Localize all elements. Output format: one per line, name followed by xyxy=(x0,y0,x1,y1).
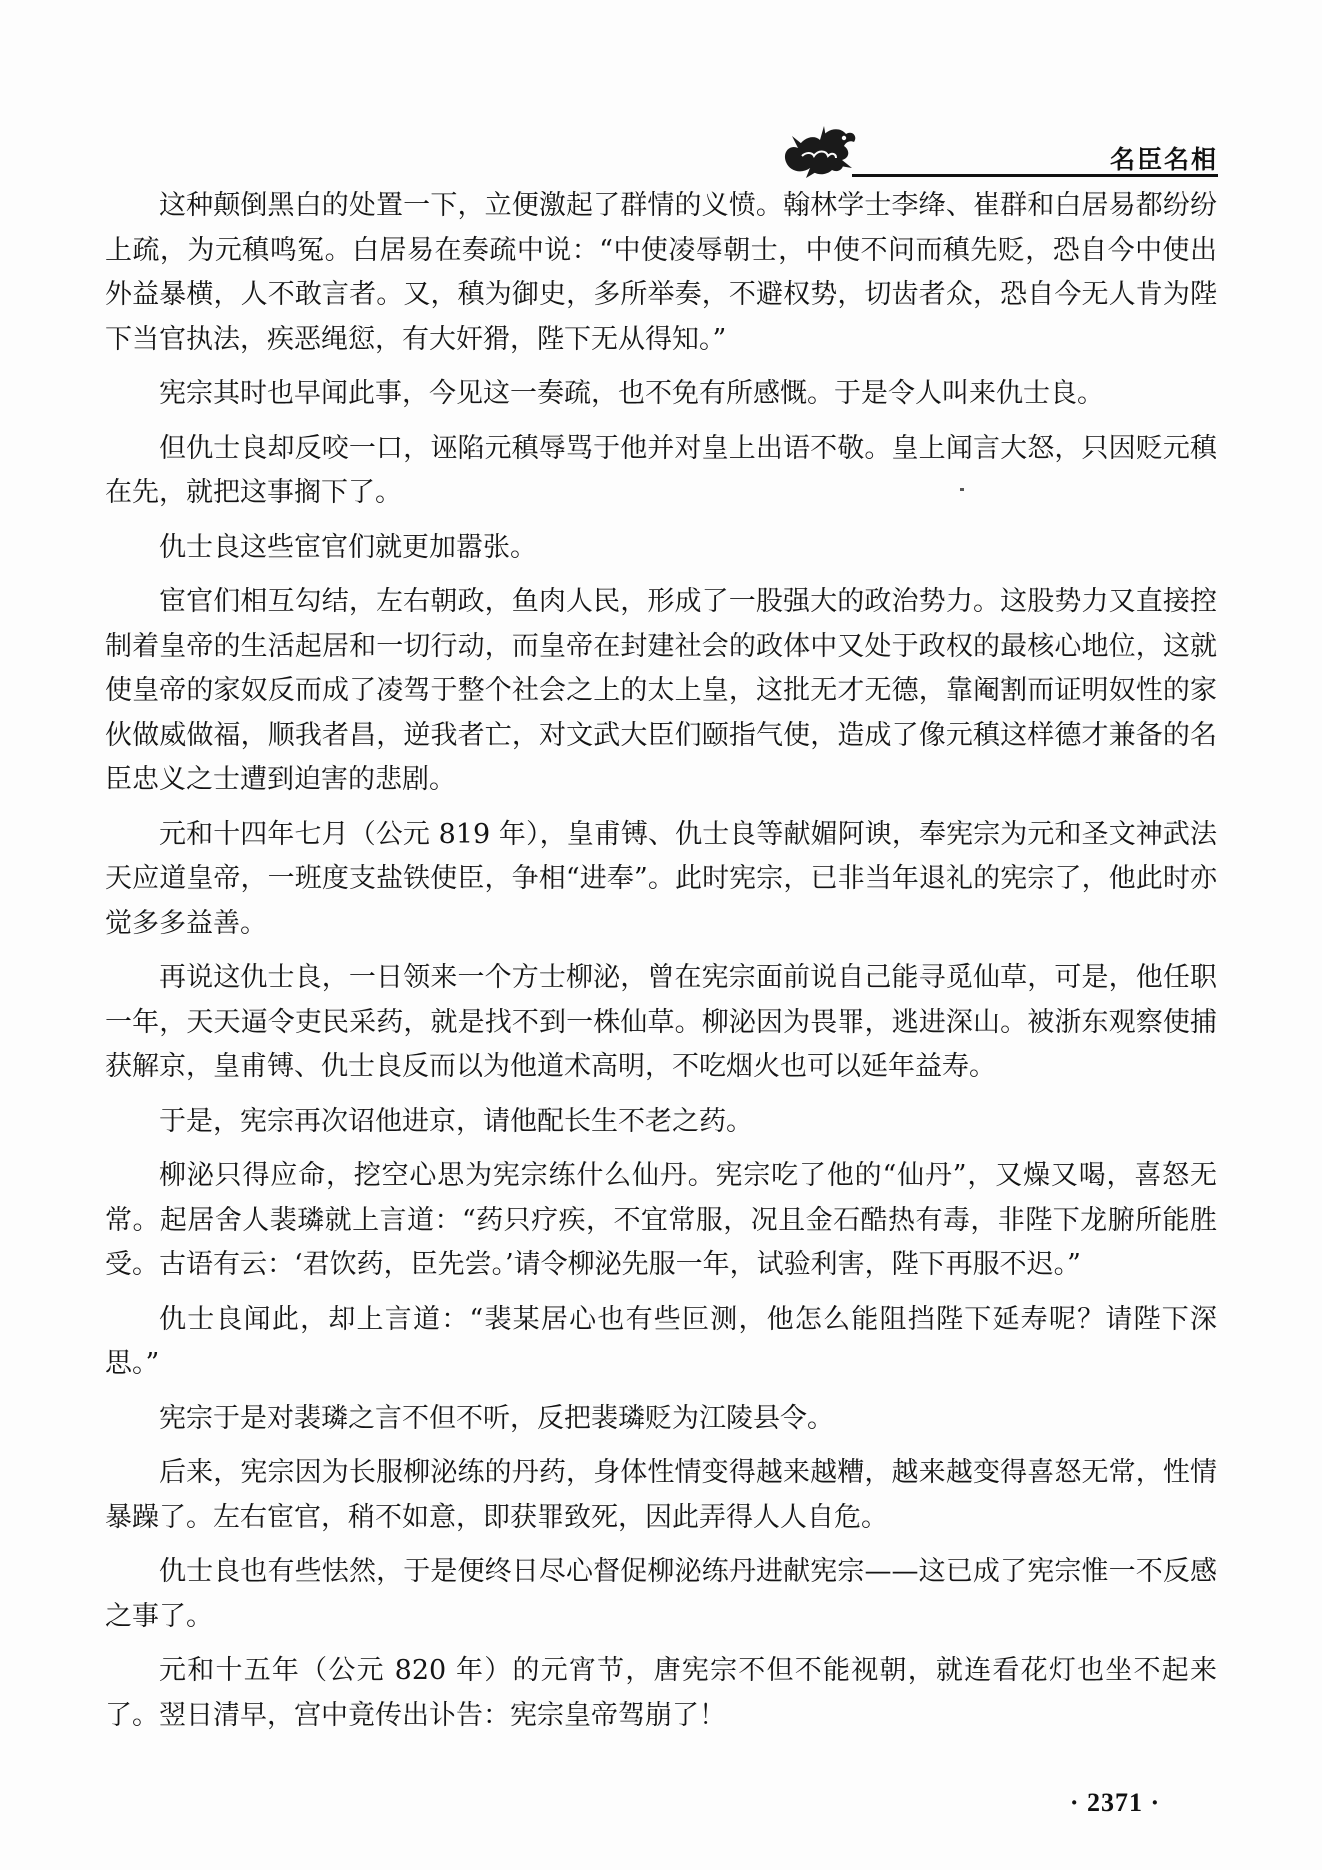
body-text xyxy=(105,184,1217,1748)
dragon-icon xyxy=(780,118,860,180)
paragraph: 仇士良闻此，却上言道：“裴某居心也有些叵测，他怎么能阻挡陛下延寿呢？请陛下深思。” xyxy=(105,1303,1217,1379)
paragraph: 宦官们相互勾结，左右朝政，鱼肉人民，形成了一股强大的政治势力。这股势力又直接控制着皇帝的生活起居和一切行动，而皇帝在封建社会的政体中又处于政权的最核心地位，这就使皇帝的家奴反而成了凌驾于整个社会之上的太上皇，这批无才无德，靠阉割而证明奴性的家伙做威做福，顺我者昌，逆我者亡，对文武大臣们颐指气使，造成了像元稹这样德才兼备的名臣忠义之士遭到迫害的悲剧。 xyxy=(105,586,1217,795)
section-title: 名臣名相 xyxy=(1109,145,1218,174)
paragraph: 但仇士良却反咬一口，诬陷元稹辱骂于他并对皇上出语不敬。皇上闻言大怒，只因贬元稹在先，就把这事搁下了。 xyxy=(105,432,1217,508)
paragraph: 后来，宪宗因为长服柳泌练的丹药，身体性情变得越来越糟，越来越变得喜怒无常，性情暴躁了。左右宦官，稍不如意，即获罪致死，因此弄得人人自危。 xyxy=(105,1457,1217,1533)
paragraph: 于是，宪宗再次诏他进京，请他配长生不老之药。 xyxy=(159,1105,753,1137)
paragraph: 仇士良也有些怯然，于是便终日尽心督促柳泌练丹进献宪宗——这已成了宪宗惟一不反感之事了。 xyxy=(105,1556,1217,1632)
header-rule xyxy=(852,174,1218,177)
paragraph: 宪宗其时也早闻此事，今见这一奏疏，也不免有所感慨。于是令人叫来仇士良。 xyxy=(159,378,1104,409)
paragraph: 元和十四年七月（公元 819 年），皇甫镈、仇士良等献媚阿谀，奉宪宗为元和圣文神武法天应道皇帝，一班度支盐铁使臣，争相“进奉”。此时宪宗，已非当年退礼的宪宗了，他此时亦觉多多益善。 xyxy=(105,818,1217,939)
page-number: · 2371 · xyxy=(1069,1788,1161,1817)
paragraph: 宪宗于是对裴璘之言不但不听，反把裴璘贬为江陵县令。 xyxy=(159,1402,834,1434)
running-head xyxy=(780,118,1218,180)
paragraph: 再说这仇士良，一日领来一个方士柳泌，曾在宪宗面前说自己能寻觅仙草，可是，他任职一年，天天逼令吏民采药，就是找不到一株仙草。柳泌因为畏罪，逃进深山。被浙东观察使捕获解京，皇甫镈、仇士良反而以为他道术高明，不吃烟火也可以延年益寿。 xyxy=(105,962,1217,1082)
paragraph: 这种颠倒黑白的处置一下，立便激起了群情的义愤。翰林学士李绛、崔群和白居易都纷纷上疏，为元稹鸣冤。白居易在奏疏中说：“中使凌辱朝士，中使不问而稹先贬，恐自今中使出外益暴横，人不敢言者。又，稹为御史，多所举奏，不避权势，切齿者众，恐自今无人肯为陛下当官执法，疾恶绳愆，有大奸猾，陛下无从得知。” xyxy=(105,190,1217,355)
paragraph: 柳泌只得应命，挖空心思为宪宗练什么仙丹。宪宗吃了他的“仙丹”，又燥又喝，喜怒无常。起居舍人裴璘就上言道：“药只疗疾，不宜常服，况且金石酷热有毒，非陛下龙腑所能胜受。古语有云：‘君饮药，臣先尝。’请令柳泌先服一年，试验利害，陛下再服不迟。” xyxy=(105,1160,1217,1280)
print-speck xyxy=(960,488,964,491)
paragraph: 元和十五年（公元 820 年）的元宵节，唐宪宗不但不能视朝，就连看花灯也坐不起来了。翌日清早，宫中竟传出讣告：宪宗皇帝驾崩了！ xyxy=(105,1655,1217,1731)
paragraph: 仇士良这些宦官们就更加嚣张。 xyxy=(159,531,537,563)
